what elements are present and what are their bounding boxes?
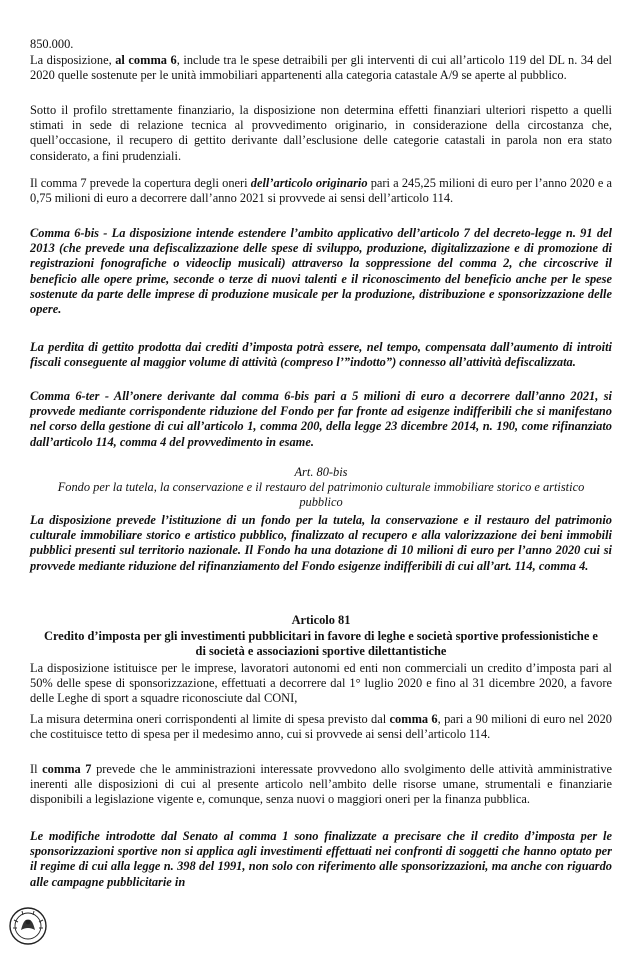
heading-articolo-81: Articolo 81 — [291, 613, 351, 627]
text: prevede che le amministrazioni interessate provvedono allo svolgimento delle attività amministrative inerenti alle disposizioni di cui al presente articolo nell’ambito delle risorse umane, strumentali e finanziarie disponibili a legislazione vigente e, comunque, senza nuovi o maggiori oneri per la finanza pubblica. — [30, 762, 613, 807]
heading-articolo-81-subtitle: Credito d’imposta per gli investimenti pubblicitari in favore di leghe e società sportive professionistiche e di società e associazioni sportive dilettantistiche — [44, 629, 598, 659]
paragraph-modifiche-senato: Le modifiche introdotte dal Senato al comma 1 sono finalizzate a precisare che il credito d’imposta per le sponsorizzazioni sportive non si applica agli investimenti effettuati nei confronti di soggetti che hanno optato per il regime di cui alla legge n. 398 del 1991, non solo con riferimento alle sponsorizzazioni, ma anche con riguardo alle campagne pubblicitarie in — [30, 829, 612, 889]
bold-italic-text: dell’articolo originario — [250, 176, 368, 190]
bold-text: al comma 6 — [115, 53, 177, 67]
paragraph-fondo-tutela: La disposizione prevede l’istituzione di un fondo per la tutela, la conservazione e il restauro del patrimonio culturale immobiliare storico e artistico pubblico, finalizzato al recupero e alla valorizzazione dei beni immobili pubblici presenti sul territorio nazionale. Il Fondo ha una dotazione di 10 milioni di euro per l’anno 2020 cui si provvede mediante riduzione del rifinanziamento del Fondo esigenze indifferibili di cui all’art. 114, comma 4. — [30, 513, 612, 573]
heading-text: Art. 80 — [294, 465, 329, 479]
paragraph-comma-6 — [30, 53, 612, 83]
paragraph-credito-imposta: La disposizione istituisce per le imprese, lavoratori autonomi ed enti non commerciali un credito d’imposta pari al 50% delle spese di sponsorizzazione, effettuati a decorrere dal 1° luglio 2020 e fino al 31 dicembre 2020, a favore delle Leghe di sport a squadre riconosciute dal CONI, — [30, 661, 612, 706]
paragraph-continuation: 850.000. — [30, 37, 74, 51]
heading-art-80-bis — [30, 465, 612, 480]
text: Il comma 7 prevede la copertura degli oneri — [30, 176, 251, 190]
bold-text: comma 6 — [389, 712, 438, 726]
paragraph-comma-6-bis: Comma 6-bis - La disposizione intende estendere l’ambito applicativo dell’articolo 7 del decreto-legge n. 91 del 2013 (che prevede una defiscalizzazione delle spese di sviluppo, produzione, digitalizzazione e di promozione di registrazioni fonografiche o videoclip musicali) attraverso la soppressione del comma 2, che circoscrive il beneficio alle opere prime, seconde o terze di nuovi talenti e il riconoscimento del beneficio anche per le spese sostenute da parte delle imprese di produzione musicale per la produzione, distribuzione e sponsorizzazione delle opere. — [30, 226, 612, 317]
heading-art-80-bis-subtitle: Fondo per la tutela, la conservazione e il restauro del patrimonio culturale immobiliare storico e artistico pubblico — [57, 480, 585, 510]
heading-suffix: -bis — [328, 465, 348, 479]
paragraph-comma-7-art-81 — [30, 762, 612, 808]
text: pari a 245,25 milioni di euro per l’anno 2020 e a 0,75 milioni di euro a decorrere dall’anno 2021 si provvede ai sensi dell’articolo 114. — [30, 176, 613, 206]
text: La misura determina oneri corrispondenti al limite di spesa previsto dal — [30, 712, 390, 726]
text: La disposizione, — [30, 53, 116, 67]
paragraph-oneri — [30, 712, 612, 742]
paragraph-perdita-gettito: La perdita di gettito prodotta dai crediti d’imposta potrà essere, nel tempo, compensata dall’aumento di introiti fiscali conseguente al maggior volume di attività (compreso l’”indotto”) connesso all’attività defiscalizzata. — [30, 340, 612, 370]
paragraph-comma-7 — [30, 176, 612, 206]
bold-text: comma 7 — [42, 762, 92, 776]
text: , pari a 90 milioni di euro nel 2020 che costituisce tetto di spesa per il medesimo anno, cui si provvede ai sensi dell’articolo 114. — [30, 712, 613, 742]
text: , include tra le spese detraibili per gli interventi di cui all’articolo 119 del DL n. 34 del 2020 quelle sostenute per le unità immobiliari appartenenti alla categoria catastale A/9 se aperte al pubblico. — [30, 53, 612, 83]
official-seal-stamp — [8, 906, 48, 946]
paragraph-profilo-finanziario: Sotto il profilo strettamente finanziario, la disposizione non determina effetti finanziari ulteriori rispetto a quelli stimati in sede di relazione tecnica al provvedimento originario, in considerazione della circostanza che, quell’occasione, il recupero di gettito derivante dall’esclusione delle categorie catastali in parola non era stato considerato, a fini prudenziali. — [30, 103, 612, 163]
paragraph-comma-6-ter: Comma 6-ter - All’onere derivante dal comma 6-bis pari a 5 milioni di euro a decorrere dall’anno 2021, si provvede mediante corrispondente riduzione del Fondo per far fronte ad esigenze indifferibili che si manifestano nel corso della gestione di cui all’articolo 1, comma 200, della legge 23 dicembre 2014, n. 190, come rifinanziato dall’articolo 114, comma 4 del provvedimento in esame. — [30, 389, 612, 449]
text: Il — [30, 762, 43, 776]
